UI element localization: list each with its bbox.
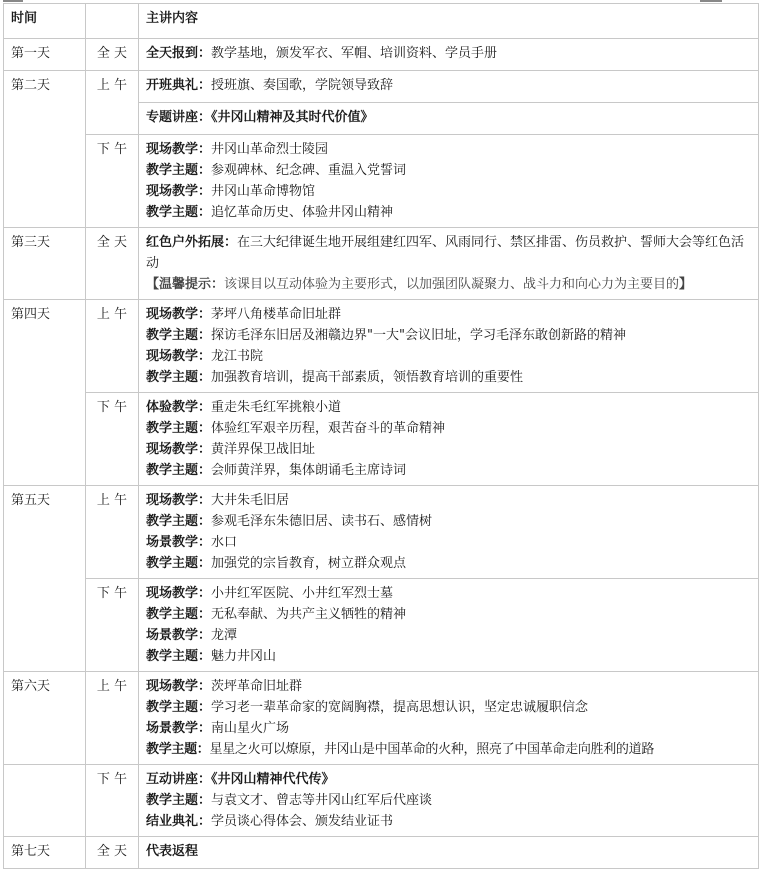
content-cell (139, 300, 759, 393)
item-key: 教学主题： (146, 370, 212, 385)
schedule-line (146, 511, 752, 532)
session-label: 下 午 (86, 579, 139, 672)
schedule-line (146, 75, 752, 96)
header-time: 时间 (4, 4, 86, 39)
item-text: 魅力井冈山 (211, 649, 277, 664)
day-label: 第三天 (4, 228, 86, 300)
item-key: 场景教学： (146, 721, 212, 736)
table-row (4, 135, 759, 228)
item-text: 南山星火广场 (211, 721, 290, 736)
schedule-line (146, 739, 752, 760)
schedule-line (146, 490, 752, 511)
item-key: 现场教学： (146, 307, 212, 322)
item-text: 会师黄洋界，集体朗诵毛主席诗词 (211, 463, 407, 478)
item-text: 《井冈山精神代代传》 (211, 772, 335, 787)
schedule-line (146, 676, 752, 697)
item-key: 现场教学： (146, 442, 212, 457)
session-label: 上 午 (86, 300, 139, 393)
tip-note: 【温馨提示：该课目以互动体验为主要形式，以加强团队凝聚力、战斗力和向心力为主要目的】 (146, 277, 693, 292)
top-edge-mark (3, 0, 23, 2)
content-cell (139, 486, 759, 579)
schedule-line (146, 107, 752, 128)
schedule-line (146, 553, 752, 574)
item-key: 结业典礼： (146, 814, 212, 829)
schedule-line (146, 367, 752, 388)
item-key: 场景教学： (146, 628, 212, 643)
table-row (4, 579, 759, 672)
content-cell (139, 71, 759, 103)
item-text: 在三大纪律诞生地开展组建红四军、风雨同行、禁区排雷、伤员救护、誓师大会等红色活动 (146, 235, 745, 271)
schedule-line (146, 325, 752, 346)
item-key: 教学主题： (146, 328, 212, 343)
item-key: 教学主题： (146, 649, 212, 664)
item-text: 学习老一辈革命家的宽阔胸襟，提高思想认识，坚定忠诚履职信念 (211, 700, 589, 715)
item-text: 茅坪八角楼革命旧址群 (211, 307, 342, 322)
header-session (86, 4, 139, 39)
item-text: 黄洋界保卫战旧址 (211, 442, 316, 457)
item-key: 红色户外拓展： (146, 235, 238, 250)
item-text: 探访毛泽东旧居及湘赣边界"一大"会议旧址，学习毛泽东敢创新路的精神 (211, 328, 626, 343)
table-row (4, 393, 759, 486)
day-label: 第四天 (4, 300, 86, 486)
item-text: 龙江书院 (211, 349, 264, 364)
schedule-line (146, 160, 752, 181)
item-key: 专题讲座： (146, 110, 212, 125)
content-cell (139, 393, 759, 486)
day-label: 第六天 (4, 672, 86, 765)
item-text: 井冈山革命博物馆 (211, 184, 316, 199)
item-key: 教学主题： (146, 205, 212, 220)
item-key: 体验教学： (146, 400, 212, 415)
session-label: 下 午 (86, 765, 139, 837)
schedule-line (146, 583, 752, 604)
schedule-line (146, 232, 752, 274)
session-label: 全 天 (86, 39, 139, 71)
item-text: 体验红军艰辛历程，艰苦奋斗的革命精神 (211, 421, 446, 436)
item-text: 参观毛泽东朱德旧居、读书石、感情树 (211, 514, 433, 529)
item-key: 现场教学： (146, 586, 212, 601)
content-cell (139, 837, 759, 869)
item-key: 全天报到： (146, 46, 212, 61)
item-text: 水口 (211, 535, 238, 550)
schedule-line (146, 460, 752, 481)
session-label: 全 天 (86, 837, 139, 869)
schedule-line (146, 769, 752, 790)
item-text: 参观碑林、纪念碑、重温入党誓词 (211, 163, 407, 178)
content-cell (139, 579, 759, 672)
table-row (4, 39, 759, 71)
table-row (4, 300, 759, 393)
item-text: 教学基地，颁发军衣、军帽、培训资料、学员手册 (211, 46, 498, 61)
table-row (4, 228, 759, 300)
item-text: 井冈山革命烈士陵园 (211, 142, 329, 157)
schedule-line (146, 139, 752, 160)
day-label-empty (4, 765, 86, 837)
content-cell (139, 672, 759, 765)
schedule-line (146, 397, 752, 418)
schedule-line (146, 811, 752, 832)
schedule-line (146, 718, 752, 739)
item-key: 教学主题： (146, 556, 212, 571)
item-key: 现场教学： (146, 349, 212, 364)
content-cell (139, 228, 759, 300)
schedule-line (146, 604, 752, 625)
day-label: 第一天 (4, 39, 86, 71)
item-key: 现场教学： (146, 142, 212, 157)
schedule-line (146, 418, 752, 439)
item-key: 教学主题： (146, 607, 212, 622)
item-text: 大井朱毛旧居 (211, 493, 290, 508)
session-label: 全 天 (86, 228, 139, 300)
schedule-line (146, 304, 752, 325)
schedule-line (146, 439, 752, 460)
day-label: 第五天 (4, 486, 86, 672)
item-key: 教学主题： (146, 700, 212, 715)
item-key: 现场教学： (146, 493, 212, 508)
schedule-line (146, 625, 752, 646)
item-key: 教学主题： (146, 163, 212, 178)
schedule-line (146, 43, 752, 64)
top-edge-mark (700, 0, 722, 2)
session-label: 上 午 (86, 71, 139, 135)
item-key: 教学主题： (146, 742, 210, 757)
session-label: 下 午 (86, 393, 139, 486)
table-row (4, 837, 759, 869)
schedule-line (146, 202, 752, 223)
item-text: 与袁文才、曾志等井冈山红军后代座谈 (211, 793, 433, 808)
item-text: 加强党的宗旨教育，树立群众观点 (211, 556, 407, 571)
content-cell (139, 103, 759, 135)
item-key: 代表返程 (146, 844, 199, 859)
item-text: 龙潭 (211, 628, 238, 643)
schedule-line (146, 697, 752, 718)
item-key: 教学主题： (146, 514, 212, 529)
schedule-table (3, 3, 759, 869)
header-row (4, 4, 759, 39)
item-key: 开班典礼： (146, 78, 212, 93)
item-key: 教学主题： (146, 793, 212, 808)
item-text: 《井冈山精神及其时代价值》 (211, 110, 374, 125)
item-text: 授班旗、奏国歌，学院领导致辞 (211, 78, 394, 93)
table-row (4, 486, 759, 579)
table-row (4, 765, 759, 837)
schedule-line (146, 790, 752, 811)
item-text: 重走朱毛红军挑粮小道 (211, 400, 342, 415)
content-cell (139, 135, 759, 228)
table-row (4, 672, 759, 765)
header-content: 主讲内容 (139, 4, 759, 39)
session-label: 上 午 (86, 672, 139, 765)
item-key: 场景教学： (146, 535, 212, 550)
schedule-line (146, 841, 752, 862)
item-key: 教学主题： (146, 421, 212, 436)
item-text: 小井红军医院、小井红军烈士墓 (211, 586, 394, 601)
day-label: 第二天 (4, 71, 86, 228)
content-cell (139, 765, 759, 837)
session-label: 上 午 (86, 486, 139, 579)
session-label: 下 午 (86, 135, 139, 228)
schedule-line (146, 532, 752, 553)
item-text: 无私奉献、为共产主义牺牲的精神 (211, 607, 407, 622)
schedule-line (146, 346, 752, 367)
day-label: 第七天 (4, 837, 86, 869)
item-key: 现场教学： (146, 679, 212, 694)
item-key: 互动讲座： (146, 772, 212, 787)
item-key: 现场教学： (146, 184, 212, 199)
item-text: 加强教育培训，提高干部素质，领悟教育培训的重要性 (211, 370, 524, 385)
table-row (4, 71, 759, 103)
content-cell (139, 39, 759, 71)
schedule-line (146, 181, 752, 202)
item-key: 教学主题： (146, 463, 212, 478)
schedule-line (146, 646, 752, 667)
item-text: 茨坪革命旧址群 (211, 679, 303, 694)
item-text: 追忆革命历史、体验井冈山精神 (211, 205, 394, 220)
item-text: 星星之火可以燎原，井冈山是中国革命的火种，照亮了中国革命走向胜利的道路 (209, 742, 655, 757)
item-text: 学员谈心得体会、颁发结业证书 (211, 814, 394, 829)
